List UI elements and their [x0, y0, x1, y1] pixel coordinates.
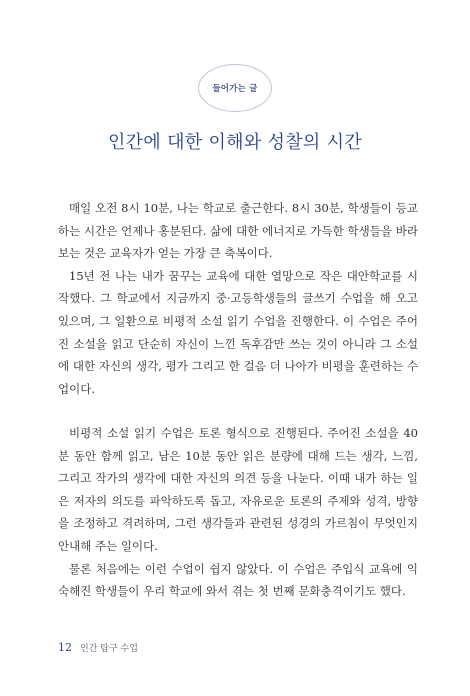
- page-number: 12: [58, 641, 72, 654]
- section-badge: [198, 64, 272, 112]
- chapter-title: 인간에 대한 이해와 성찰의 시간: [107, 132, 363, 153]
- body-text-block-1: [58, 197, 418, 400]
- paragraph: 매일 오전 8시 10분, 나는 학교로 출근한다. 8시 30분, 학생들이 등교하는 시간은 언제나 홍분된다. 삶에 대한 에너지로 가득한 학생들을 바라보는 것은 교육자가 얻는 가장 큰 축복이다.: [58, 201, 418, 261]
- body-text-block-2: [58, 422, 418, 603]
- paragraph: 비평적 소설 읽기 수업은 토론 형식으로 진행된다. 주어진 소설을 40분 동안 함께 읽고, 남은 10분 동안 읽은 분량에 대해 드는 생각, 느낌, 그리고 작가의 생각에 대한 자신의 의견 등을 나눈다. 이때 내가 하는 일은 저자의 의도를 파악하도록 돕고, 자유로운 토론의 주제와 성격, 방향을 조정하고 격려하며, 그런 생각들과 관련된 성경의 가르침이 무엇인지 안내해 주는 일이다.: [58, 426, 418, 553]
- paragraph: 15년 전 나는 내가 꿈꾸는 교육에 대한 열망으로 작은 대안학교를 시작했다. 그 학교에서 지금까지 중·고등학생들의 글쓰기 수업을 해 오고 있으며, 그 일환으로 비평적 소설 읽기 수업을 진행한다. 이 수업은 주어진 소설을 읽고 단순히 자신이 느낀 독후감만 쓰는 것이 아니라 그 소설에 대한 자신의 생각, 평가 그리고 한 걸음 더 나아가 비평을 훈련하는 수업이다.: [58, 268, 418, 396]
- page-footer: [58, 641, 138, 654]
- running-book-title: 인간 탐구 수업: [80, 644, 138, 654]
- section-badge-label: 들어가는 글: [212, 84, 258, 94]
- paragraph: 물론 처음에는 이런 수업이 쉽지 않았다. 이 수업은 주입식 교육에 익숙해진 학생들이 우리 학교에 와서 겪는 첫 번째 문화충격이기도 했다.: [58, 561, 418, 599]
